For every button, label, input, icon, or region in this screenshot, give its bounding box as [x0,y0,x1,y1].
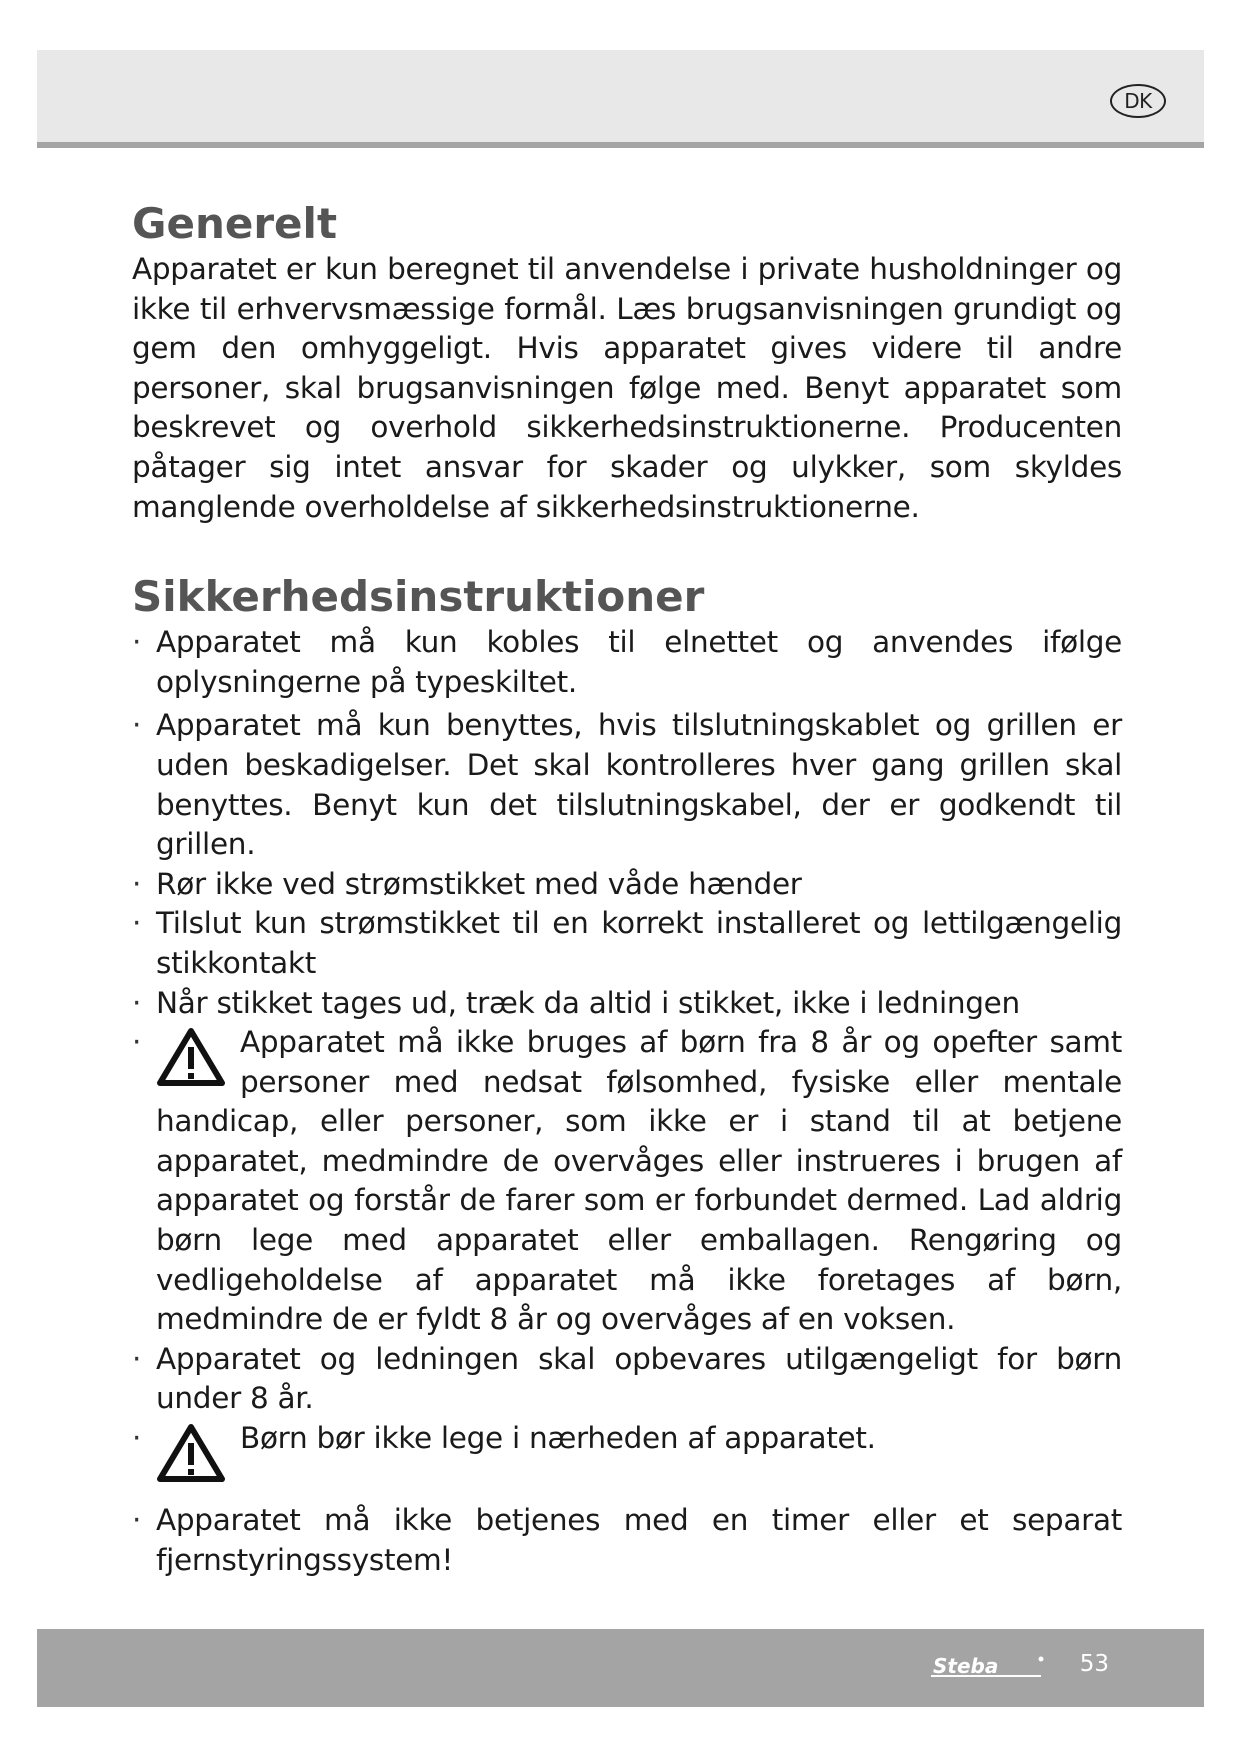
language-badge: DK [1110,84,1166,118]
list-item-text: Apparatet må kun benyttes, hvis tilslutningskablet og grillen er uden beskadigelser. Det skal kontrolleres hver gang grillen skal benyttes. Benyt kun det tilslutningskabel, der er godkendt til grillen. [156,708,1122,862]
list-item [132,1501,1122,1580]
section-title-safety: Sikkerhedsinstruktioner [132,572,705,622]
footer-band [37,1629,1204,1707]
general-paragraph: Apparatet er kun beregnet til anvendelse i private husholdninger og ikke til erhvervsmæssige formål. Læs brugsanvisningen grundigt og gem den omhyggeligt. Hvis apparatet gives videre til andre personer, skal brugsanvisningen følge med. Benyt apparatet som beskrevet og overhold sikkerhedsinstruktionerne. Producenten påtager sig intet ansvar for skader og ulykker, som skyldes manglende overholdelse af sikkerhedsinstruktionerne. [132,252,1122,524]
brand-name: Steba [933,1654,999,1678]
bullet: · [132,1341,142,1376]
header-band [37,50,1204,148]
section-title-general: Generelt [132,199,338,248]
safety-list [132,623,1122,1580]
list-item-text: Tilslut kun strømstikket til en korrekt installeret og lettilgængelig stikkontakt [156,906,1122,980]
bullet: · [132,625,142,660]
bullet: · [132,866,142,901]
list-item-text: Apparatet må ikke betjenes med en timer eller et separat fjernstyringssystem! [156,1503,1122,1577]
bullet: · [132,1025,142,1060]
list-item [132,984,1122,1024]
list-item [132,904,1122,983]
list-item-text: Apparatet må kun kobles til elnettet og anvendes ifølge oplysningerne på typeskiltet. [156,625,1122,699]
bullet: · [132,985,142,1020]
list-item-text: Når stikket tages ud, træk da altid i stikket, ikke i ledningen [156,985,1020,1020]
list-item-text: Børn bør ikke lege i nærheden af apparatet. [240,1421,876,1456]
bullet: · [132,1503,142,1538]
list-item-text: Rør ikke ved strømstikket med våde hænder [156,866,802,901]
page-content [132,198,1122,1580]
bullet: · [132,906,142,941]
warning-triangle-icon [156,1027,226,1087]
steba-logo [929,1653,1049,1683]
list-item-warning [132,1023,1122,1340]
list-item [132,623,1122,702]
list-item [132,1340,1122,1419]
list-item-text: Apparatet og ledningen skal opbevares utilgængeligt for børn under 8 år. [156,1341,1122,1416]
bullet: · [132,708,142,743]
bullet: · [132,1421,142,1456]
list-item [132,865,1122,905]
list-item-text: Apparatet må ikke bruges af børn fra 8 år og opefter samt personer med nedsat følsomhed, fysiske eller mentale handicap, eller personer, som ikke er i stand til at betjene apparatet, medmindre de overvåges eller instrueres i brugen af apparatet og forstår de farer som er forbundet dermed. Lad aldrig børn lege med apparatet eller emballagen. Rengøring og vedligeholdelse af apparatet må ikke foretages af børn, medmindre de er fyldt 8 år og overvåges af en voksen. [156,1025,1122,1337]
page-number: 53 [1079,1651,1109,1677]
list-item-warning [132,1419,1122,1497]
list-item [132,706,1122,864]
warning-triangle-icon [156,1423,226,1483]
